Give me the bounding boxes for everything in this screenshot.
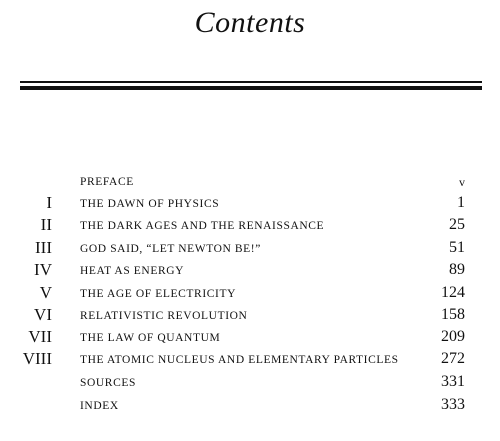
chapter-numeral: III	[35, 238, 52, 257]
toc-entry-chapter-8	[0, 348, 500, 370]
toc-entry-sources	[0, 371, 500, 393]
page-number: 158	[441, 306, 465, 323]
toc-entry-chapter-5	[0, 282, 500, 304]
chapter-title: SOURCES	[80, 377, 136, 389]
toc-entry-chapter-7	[0, 326, 500, 348]
chapter-title: THE DARK AGES AND THE RENAISSANCE	[80, 220, 325, 232]
page-number: 25	[449, 216, 465, 233]
chapter-title: GOD SAID, “LET NEWTON BE!”	[80, 243, 261, 255]
chapter-numeral: VII	[28, 327, 52, 346]
page-number: 89	[449, 261, 465, 278]
chapter-title: INDEX	[80, 400, 119, 412]
toc-entry-chapter-4	[0, 259, 500, 281]
toc-entry-chapter-1	[0, 192, 500, 214]
page-number: 331	[441, 373, 465, 390]
chapter-title: PREFACE	[80, 176, 134, 188]
page-number: 272	[441, 350, 465, 367]
chapter-numeral: VIII	[22, 349, 52, 368]
chapter-title: RELATIVISTIC REVOLUTION	[80, 310, 248, 322]
page-number: 124	[441, 284, 465, 301]
page-number: v	[459, 175, 465, 189]
chapter-numeral: I	[46, 193, 52, 212]
toc-entry-index	[0, 394, 500, 416]
page-number: 209	[441, 328, 465, 345]
page-title: Contents	[194, 6, 306, 39]
chapter-numeral: II	[40, 215, 52, 234]
toc-entry-preface	[0, 170, 500, 192]
page-number: 333	[441, 396, 465, 413]
chapter-numeral: IV	[34, 260, 52, 279]
page-number: 51	[449, 239, 465, 256]
chapter-numeral: VI	[34, 305, 52, 324]
toc-entry-chapter-6	[0, 304, 500, 326]
chapter-title: HEAT AS ENERGY	[80, 265, 185, 277]
chapter-title: THE ATOMIC NUCLEUS AND ELEMENTARY PARTICLES	[80, 354, 399, 366]
toc-entry-chapter-2	[0, 214, 500, 236]
chapter-title: THE LAW OF QUANTUM	[80, 332, 221, 344]
toc-entry-chapter-3	[0, 237, 500, 259]
chapter-numeral: V	[39, 283, 52, 302]
chapter-title: THE DAWN OF PHYSICS	[80, 198, 220, 210]
chapter-title: THE AGE OF ELECTRICITY	[80, 288, 236, 300]
page-number: 1	[457, 194, 465, 211]
